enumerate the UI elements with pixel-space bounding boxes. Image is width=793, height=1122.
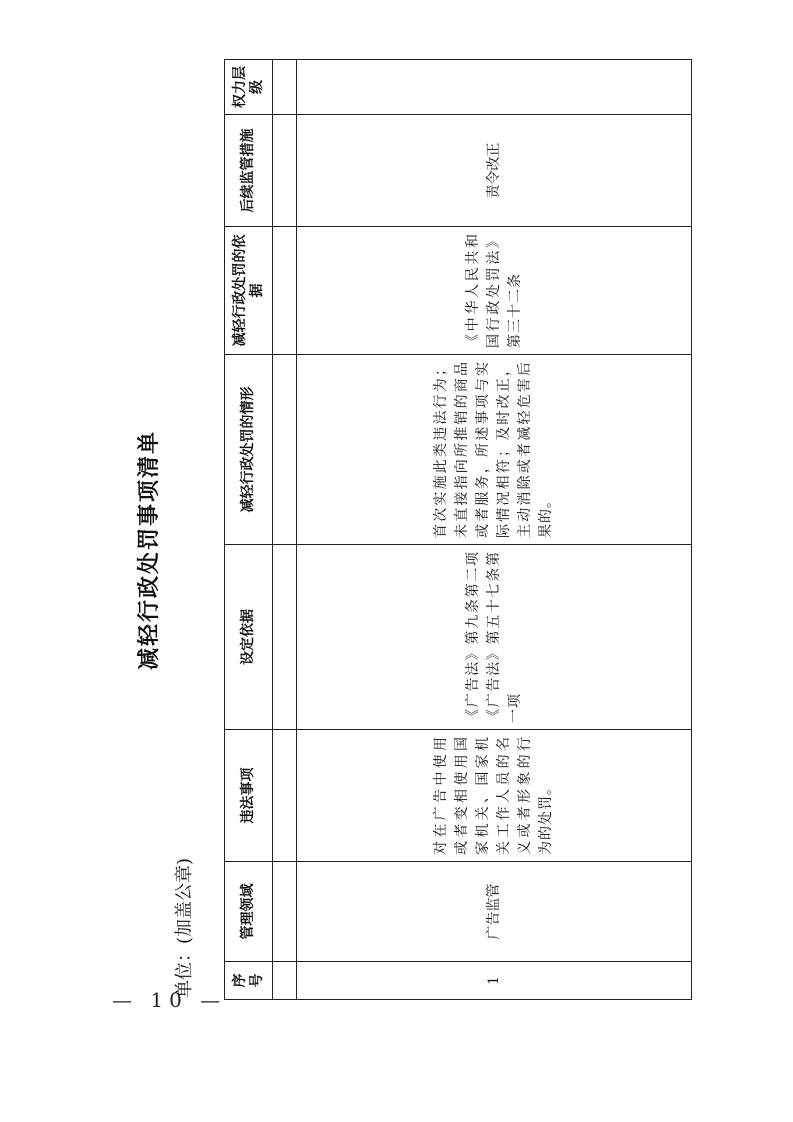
header-seq: 序号 <box>225 962 273 1000</box>
header-level: 权力层级 <box>225 60 273 115</box>
header-domain: 管理领域 <box>225 862 273 962</box>
cell-supervision: 责令改正 <box>297 115 692 227</box>
cell-level <box>297 60 692 115</box>
header-situation: 减轻行政处罚的情形 <box>225 355 273 545</box>
cell-seq: 1 <box>297 962 692 1000</box>
header-supervision: 后续监管措施 <box>225 115 273 227</box>
penalty-list-table <box>224 59 692 1000</box>
header-basis: 设定依据 <box>225 545 273 730</box>
table-row <box>297 60 692 1000</box>
cell-situation: 首次实施此类违法行为；未直接指向所推销的商品或者服务，所述事项与实际情况相符；及时改正，主动消除或者减轻危害后果的。 <box>297 355 692 545</box>
cell-domain: 广告监管 <box>297 862 692 962</box>
cell-violation: 对在广告中使用或者变相使用国家机关、国家机关工作人员的名义或者形象的行为的处罚。 <box>297 730 692 862</box>
unit-label: 单位：(加盖公章) <box>174 857 195 998</box>
rotated-page-content <box>130 66 690 1000</box>
document-title: 减轻行政处罚事项清单 <box>137 430 162 671</box>
table-header-row <box>225 60 273 1000</box>
cell-basis: 《广告法》第九条第二项《广告法》第五十七条第一项 <box>297 545 692 730</box>
header-penalty-basis: 减轻行政处罚的依据 <box>225 227 273 355</box>
cell-penalty-basis: 《中华人民共和国行政处罚法》第三十二条 <box>297 227 692 355</box>
header-violation: 违法事项 <box>225 730 273 862</box>
page-number: — 10 — <box>112 988 227 1012</box>
table-spacer-row <box>273 60 297 1000</box>
